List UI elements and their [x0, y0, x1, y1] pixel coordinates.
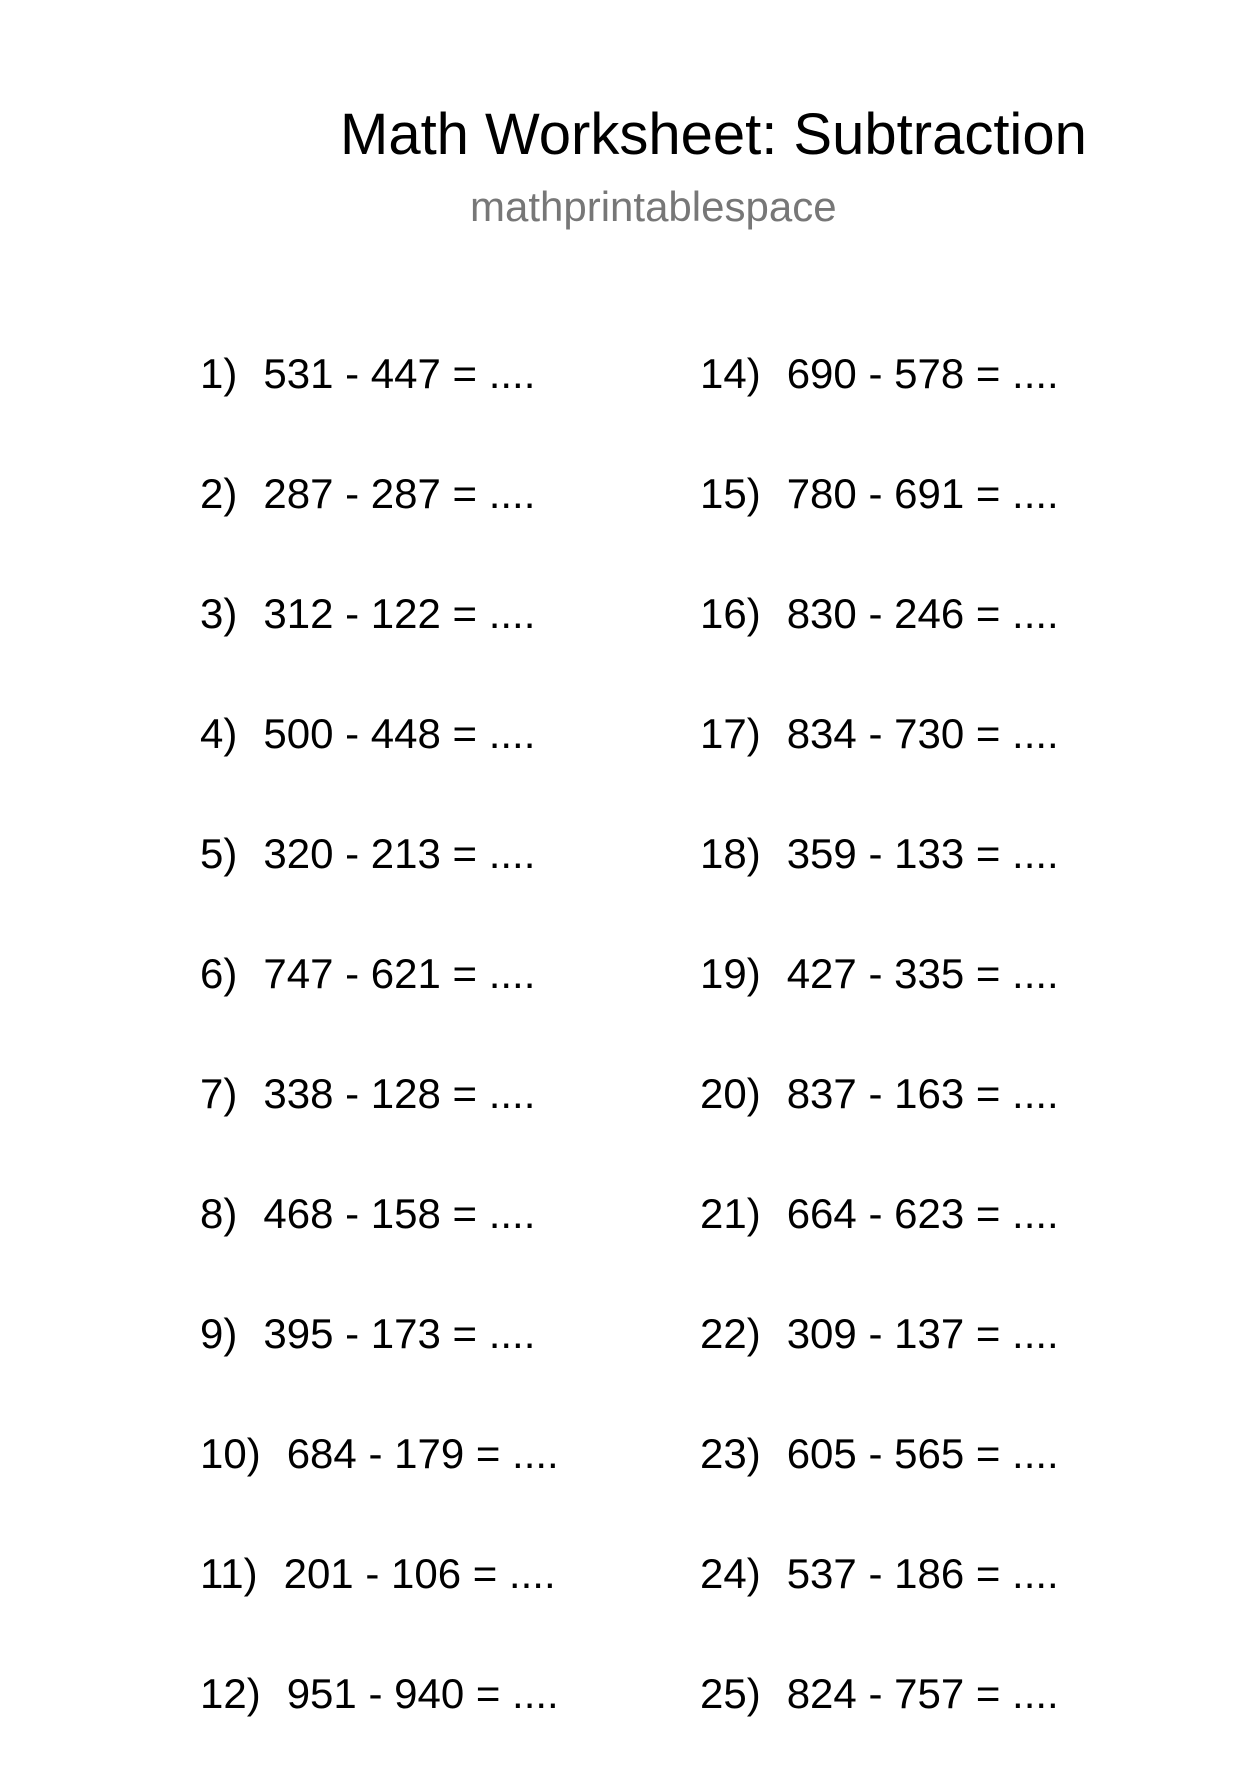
problem-number: 5)	[200, 830, 238, 877]
problem-number: 3)	[200, 590, 238, 637]
problem-item	[700, 584, 1059, 704]
problem-number: 12)	[200, 1670, 261, 1717]
problem-item	[200, 1424, 559, 1544]
problem-number: 1)	[200, 350, 238, 397]
problem-item	[200, 584, 559, 704]
problem-expression: 951 - 940 = ....	[286, 1670, 559, 1717]
problem-number: 24)	[700, 1550, 761, 1597]
problem-expression: 500 - 448 = ....	[263, 710, 536, 757]
problem-expression: 201 - 106 = ....	[283, 1550, 556, 1597]
problem-item	[200, 1304, 559, 1424]
problem-item	[200, 824, 559, 944]
problem-number: 9)	[200, 1310, 238, 1357]
problem-expression: 312 - 122 = ....	[263, 590, 536, 637]
problem-number: 7)	[200, 1070, 238, 1117]
problem-number: 17)	[700, 710, 761, 757]
problem-item	[700, 1304, 1059, 1424]
problem-expression: 664 - 623 = ....	[786, 1190, 1059, 1237]
problem-item	[200, 1664, 559, 1784]
problem-expression: 690 - 578 = ....	[786, 350, 1059, 397]
problem-expression: 309 - 137 = ....	[786, 1310, 1059, 1357]
problem-expression: 605 - 565 = ....	[786, 1430, 1059, 1477]
problem-number: 16)	[700, 590, 761, 637]
problem-number: 21)	[700, 1190, 761, 1237]
problem-number: 14)	[700, 350, 761, 397]
problem-item	[700, 1664, 1059, 1784]
problem-expression: 684 - 179 = ....	[286, 1430, 559, 1477]
problem-number: 2)	[200, 470, 238, 517]
problem-item	[700, 1424, 1059, 1544]
problem-expression: 537 - 186 = ....	[786, 1550, 1059, 1597]
problem-expression: 837 - 163 = ....	[786, 1070, 1059, 1117]
problem-item	[700, 1544, 1059, 1664]
problem-item	[700, 1064, 1059, 1184]
problem-expression: 747 - 621 = ....	[263, 950, 536, 997]
problem-expression: 830 - 246 = ....	[786, 590, 1059, 637]
problem-item	[700, 824, 1059, 944]
problem-number: 11)	[200, 1550, 258, 1597]
problem-number: 6)	[200, 950, 238, 997]
problem-number: 19)	[700, 950, 761, 997]
page-title: Math Worksheet: Subtraction	[340, 102, 1087, 167]
problem-number: 22)	[700, 1310, 761, 1357]
problem-expression: 287 - 287 = ....	[263, 470, 536, 517]
problem-expression: 359 - 133 = ....	[786, 830, 1059, 877]
problem-item	[700, 464, 1059, 584]
problem-expression: 338 - 128 = ....	[263, 1070, 536, 1117]
problem-item	[200, 344, 559, 464]
page-subtitle: mathprintablespace	[470, 183, 837, 230]
problem-item	[700, 1184, 1059, 1304]
problem-column-right	[700, 344, 1059, 1784]
problem-column-left	[200, 344, 559, 1784]
problem-number: 20)	[700, 1070, 761, 1117]
problem-item	[200, 704, 559, 824]
problem-item	[200, 1064, 559, 1184]
problem-number: 4)	[200, 710, 238, 757]
problem-item	[700, 344, 1059, 464]
problem-expression: 824 - 757 = ....	[786, 1670, 1059, 1717]
problem-expression: 320 - 213 = ....	[263, 830, 536, 877]
problem-number: 23)	[700, 1430, 761, 1477]
problem-number: 18)	[700, 830, 761, 877]
problem-item	[200, 1544, 559, 1664]
problem-item	[200, 944, 559, 1064]
problem-item	[700, 944, 1059, 1064]
problem-number: 10)	[200, 1430, 261, 1477]
problem-expression: 427 - 335 = ....	[786, 950, 1059, 997]
problem-expression: 834 - 730 = ....	[786, 710, 1059, 757]
problem-item	[200, 464, 559, 584]
problem-expression: 395 - 173 = ....	[263, 1310, 536, 1357]
problem-number: 8)	[200, 1190, 238, 1237]
problem-expression: 468 - 158 = ....	[263, 1190, 536, 1237]
problem-item	[200, 1184, 559, 1304]
problem-number: 15)	[700, 470, 761, 517]
problem-number: 25)	[700, 1670, 761, 1717]
problem-expression: 531 - 447 = ....	[263, 350, 536, 397]
problem-expression: 780 - 691 = ....	[786, 470, 1059, 517]
problem-item	[700, 704, 1059, 824]
